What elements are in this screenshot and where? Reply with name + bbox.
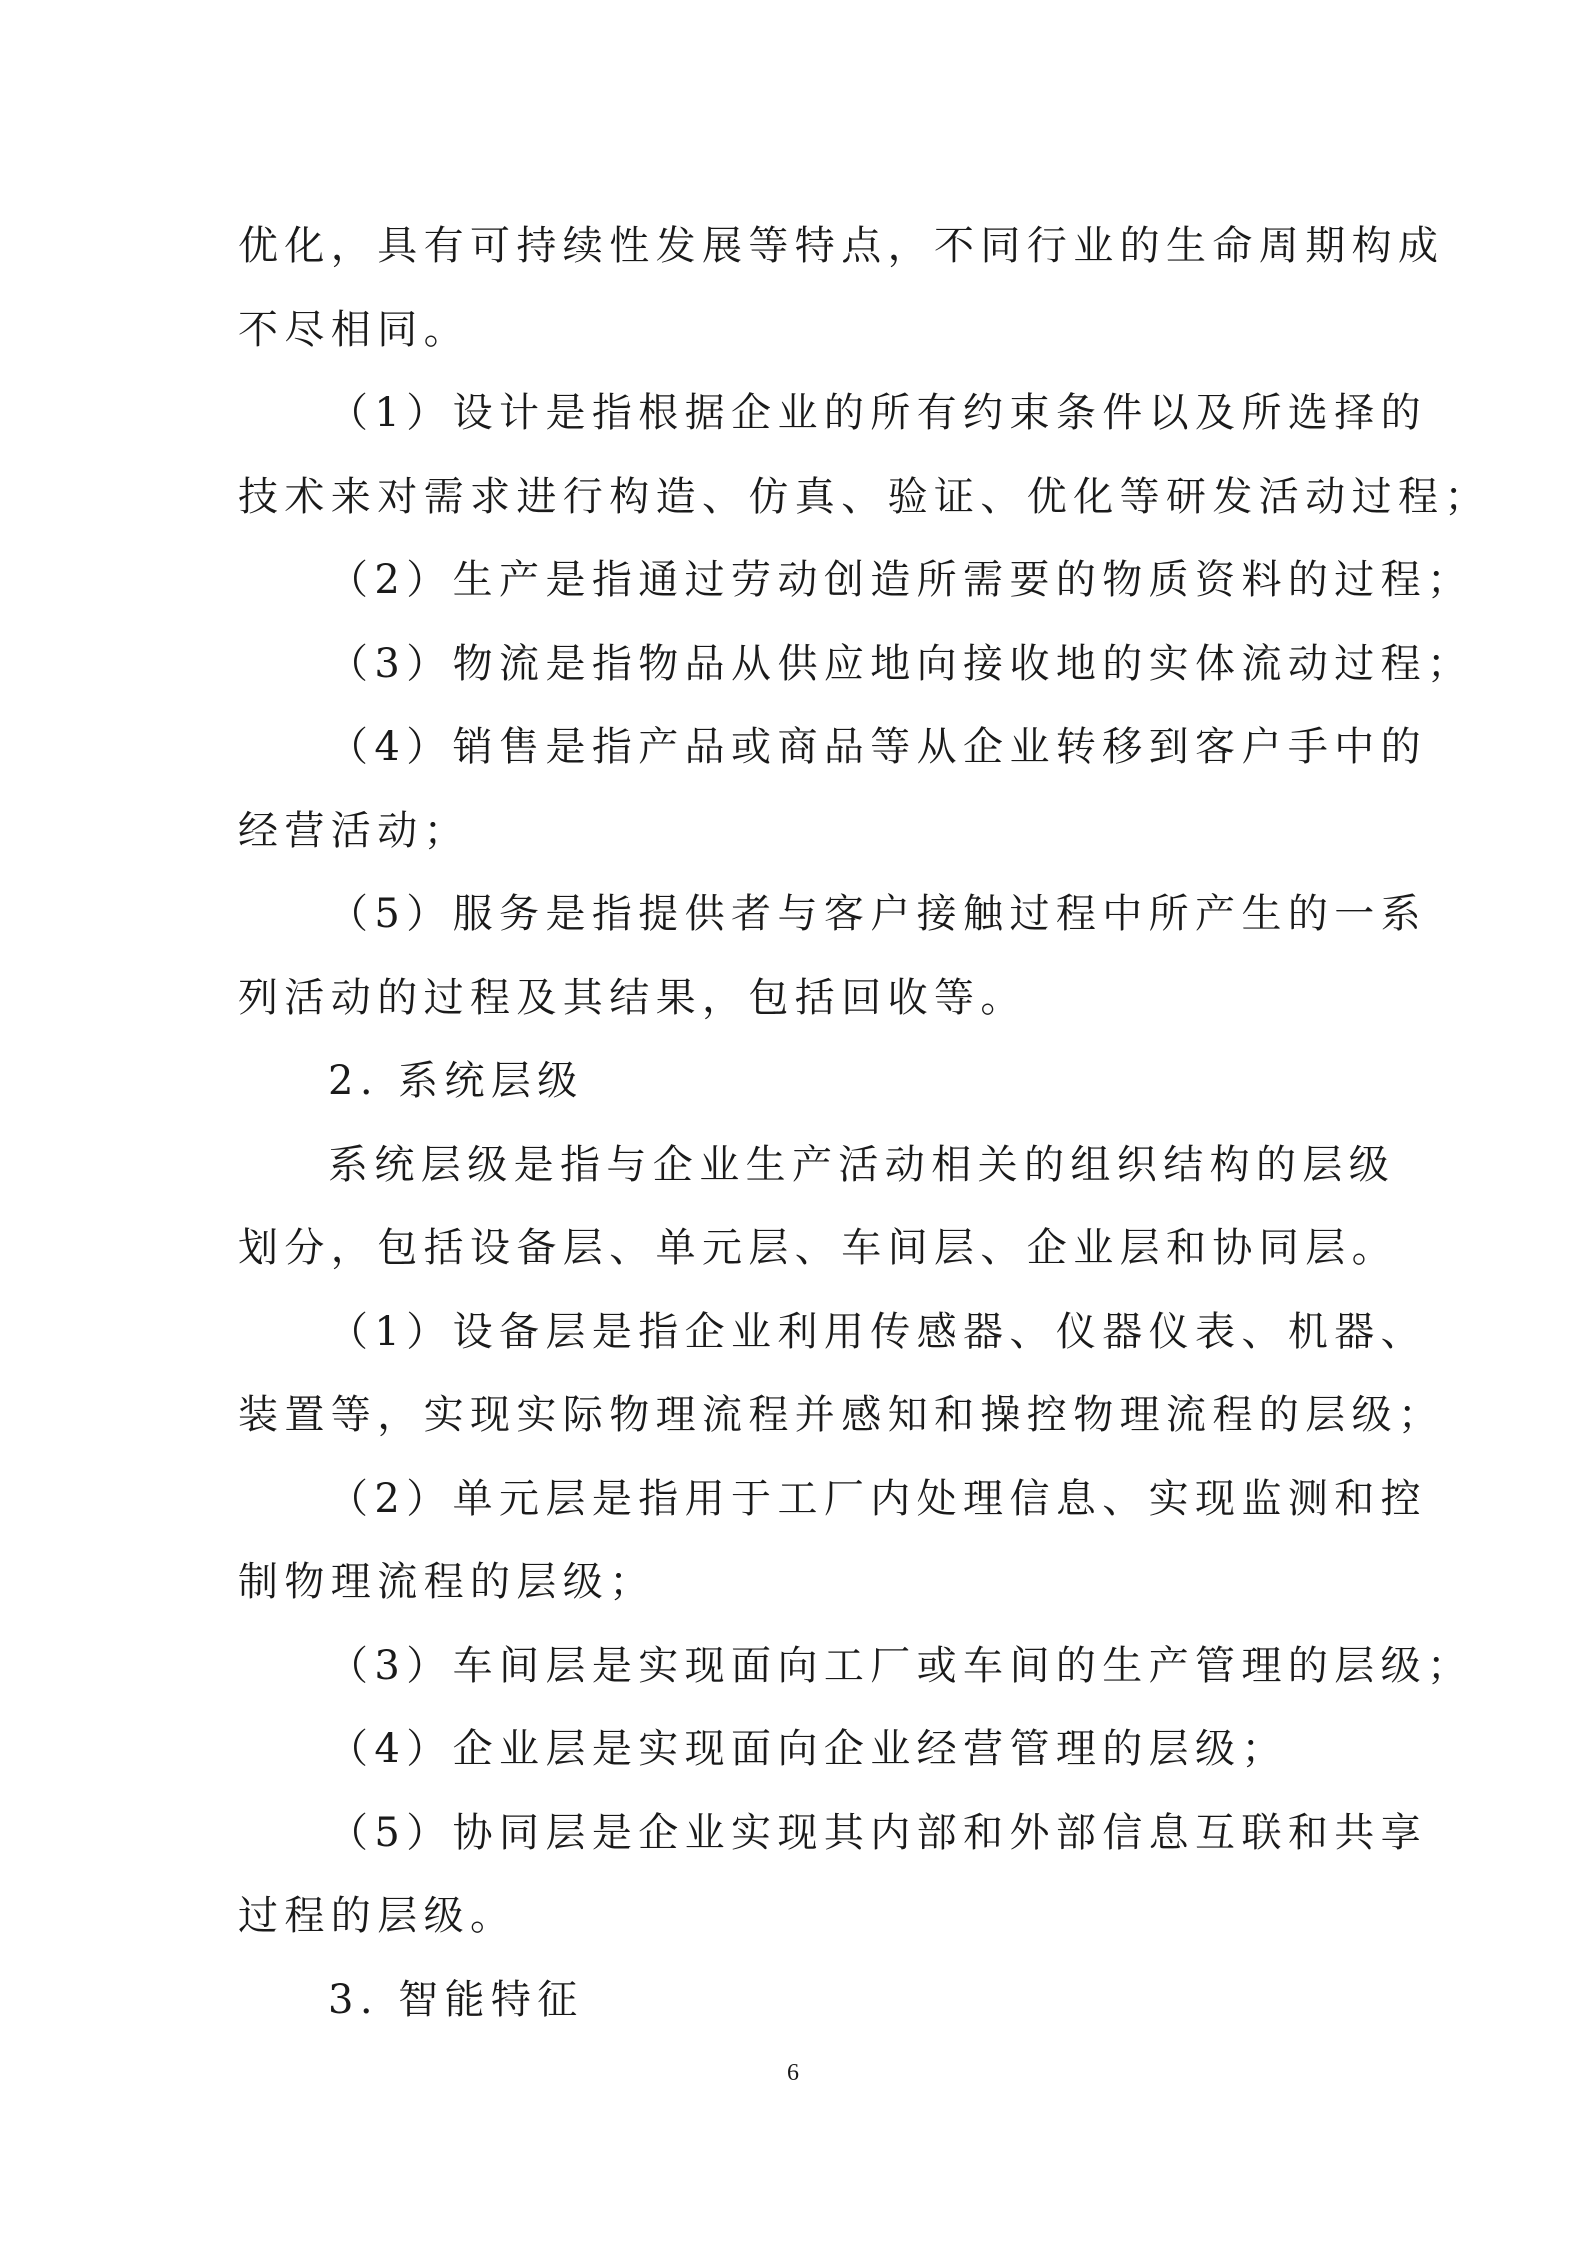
text-line: 列活动的过程及其结果，包括回收等。 <box>238 974 1027 1021</box>
text-line: 划分，包括设备层、单元层、车间层、企业层和协同层。 <box>238 1225 1398 1271</box>
text-line: 技术来对需求进行构造、仿真、验证、优化等研发活动过程； <box>238 473 1491 520</box>
body-text <box>238 205 1491 2042</box>
text-line: 制物理流程的层级； <box>238 1559 656 1605</box>
text-line: 系统层级是指与企业生产活动相关的组织结构的层级 <box>328 1141 1396 1188</box>
text-line: 过程的层级。 <box>238 1893 517 1939</box>
text-line: （1）设计是指根据企业的所有约束条件以及所选择的 <box>328 390 1428 436</box>
section-heading: 3. 智能特征 <box>328 1976 584 2023</box>
text-line: （4）企业层是实现面向企业经营管理的层级； <box>328 1726 1288 1772</box>
text-line: （4）销售是指产品或商品等从企业转移到客户手中的 <box>328 724 1428 770</box>
text-line: （2）生产是指通过劳动创造所需要的物质资料的过程； <box>328 557 1474 603</box>
text-line: （2）单元层是指用于工厂内处理信息、实现监测和控 <box>328 1475 1428 1522</box>
page-number: 6 <box>787 2060 799 2086</box>
text-line: （5）协同层是企业实现其内部和外部信息互联和共享 <box>328 1809 1428 1856</box>
text-line: 装置等，实现实际物理流程并感知和操控物理流程的层级； <box>238 1392 1445 1438</box>
text-line: 不尽相同。 <box>238 306 470 353</box>
text-line: 优化，具有可持续性发展等特点，不同行业的生命周期构成 <box>238 223 1445 269</box>
text-line: 经营活动； <box>238 807 470 854</box>
text-line: （3）车间层是实现面向工厂或车间的生产管理的层级； <box>328 1642 1474 1689</box>
text-line: （3）物流是指物品从供应地向接收地的实体流动过程； <box>328 640 1474 687</box>
section-heading: 2. 系统层级 <box>328 1058 584 1104</box>
text-line: （1）设备层是指企业利用传感器、仪器仪表、机器、 <box>328 1308 1428 1355</box>
text-line: （5）服务是指提供者与客户接触过程中所产生的一系 <box>328 891 1428 937</box>
